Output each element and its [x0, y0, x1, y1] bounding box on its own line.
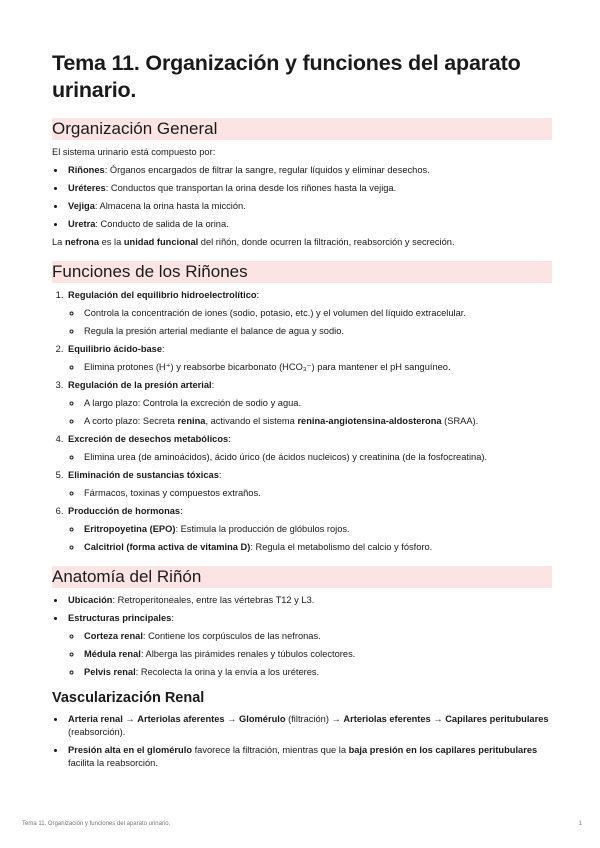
list-item: 5. Eliminación de sustancias tóxicas: ◦ Fármacos, toxinas y compuestos extraños. — [66, 469, 552, 500]
list-item: • Uréteres: Conductos que transportan la orina desde los riñones hasta la vejiga. — [66, 182, 552, 195]
list-item: ◦ Eritropoyetina (EPO): Estimula la producción de glóbulos rojos. — [82, 523, 552, 536]
list-item: 3. Regulación de la presión arterial: ◦ A largo plazo: Controla la excreción de sodio y agua. ◦ A corto plazo: Secreta renina, activando el sistema renina-angiotensina-aldosterona (SRAA). — [66, 379, 552, 428]
list-item: • Ubicación: Retroperitoneales, entre las vértebras T12 y L3. — [66, 594, 552, 607]
page-title: Tema 11. Organización y funciones del aparato urinario. — [52, 51, 521, 102]
document-page — [52, 50, 552, 775]
list-item: • Riñones: Órganos encargados de filtrar la sangre, regular líquidos y eliminar desechos. — [66, 164, 552, 177]
page-number: 1 — [578, 821, 582, 827]
list-item: ◦ Elimina protones (H⁺) y reabsorbe bicarbonato (HCO₃⁻) para mantener el pH sanguíneo. — [82, 361, 552, 374]
list-item: ◦ Calcitriol (forma activa de vitamina D): Regula el metabolismo del calcio y fósforo. — [82, 541, 552, 554]
list-item: ◦ Elimina urea (de aminoácidos), ácido úrico (de ácidos nucleicos) y creatinina (de la fosfocreatina). — [82, 451, 552, 464]
list-item: • Arteria renal → Arteriolas aferentes → Glomérulo (filtración) → Arteriolas eferentes → Capilares peritubulares (reabsorción). — [66, 713, 552, 739]
organs-list — [52, 164, 552, 231]
list-item: • Vejiga: Almacena la orina hasta la micción. — [66, 200, 552, 213]
list-item: ◦ Regula la presión arterial mediante el balance de agua y sodio. — [82, 325, 552, 338]
list-item: ◦ Fármacos, toxinas y compuestos extraños. — [82, 487, 552, 500]
intro-text: El sistema urinario está compuesto por: — [52, 147, 216, 157]
list-item: 2. Equilibrio ácido-base: ◦ Elimina protones (H⁺) y reabsorbe bicarbonato (HCO₃⁻) para mantener el pH sanguíneo. — [66, 343, 552, 374]
list-item: ◦ Médula renal: Alberga las pirámides renales y túbulos colectores. — [82, 648, 552, 661]
nefrona-text: La nefrona es la unidad funcional del riñón, donde ocurren la filtración, reabsorción y secreción. — [52, 237, 455, 247]
section-heading-funciones: Funciones de los Riñones — [52, 261, 552, 283]
functions-list — [52, 289, 552, 554]
anatomy-list — [52, 594, 552, 679]
list-item: ◦ Pelvis renal: Recolecta la orina y la envía a los uréteres. — [82, 666, 552, 679]
vascular-list — [52, 713, 552, 770]
list-item: 1. Regulación del equilibrio hidroelectrolítico: ◦ Controla la concentración de iones (sodio, potasio, etc.) y el volumen del líquido extracelular. ◦ Regula la presión arterial mediante el balance de agua y sodio. — [66, 289, 552, 338]
subsection-heading-vascularizacion: Vascularización Renal — [52, 690, 205, 706]
list-item: ◦ A corto plazo: Secreta renina, activando el sistema renina-angiotensina-aldosterona (SRAA). — [82, 415, 552, 428]
list-item: 4. Excreción de desechos metabólicos: ◦ Elimina urea (de aminoácidos), ácido úrico (de ácidos nucleicos) y creatinina (de la fosfocreatina). — [66, 433, 552, 464]
list-item: 6. Producción de hormonas: ◦ Eritropoyetina (EPO): Estimula la producción de glóbulos rojos. ◦ Calcitriol (forma activa de vitamina D): Regula el metabolismo del calcio y fósforo. — [66, 505, 552, 554]
page-footer — [22, 821, 582, 827]
list-item: ◦ A largo plazo: Controla la excreción de sodio y agua. — [82, 397, 552, 410]
list-item: ◦ Controla la concentración de iones (sodio, potasio, etc.) y el volumen del líquido extracelular. — [82, 307, 552, 320]
list-item: • Presión alta en el glomérulo favorece la filtración, mientras que la baja presión en los capilares peritubulares facilita la reabsorción. — [66, 744, 552, 770]
list-item: • Uretra: Conducto de salida de la orina. — [66, 218, 552, 231]
footer-title: Tema 11. Organización y funciones del aparato urinario. — [22, 821, 171, 827]
list-item: ◦ Corteza renal: Contiene los corpúsculos de las nefronas. — [82, 630, 552, 643]
list-item: • Estructuras principales: ◦ Corteza renal: Contiene los corpúsculos de las nefronas. ◦ Médula renal: Alberga las pirámides renales y túbulos colectores. ◦ Pelvis renal: Recolecta la orina y la envía a los uréteres. — [66, 612, 552, 679]
section-heading-organizacion: Organización General — [52, 118, 552, 140]
section-heading-anatomia: Anatomía del Riñón — [52, 566, 552, 588]
